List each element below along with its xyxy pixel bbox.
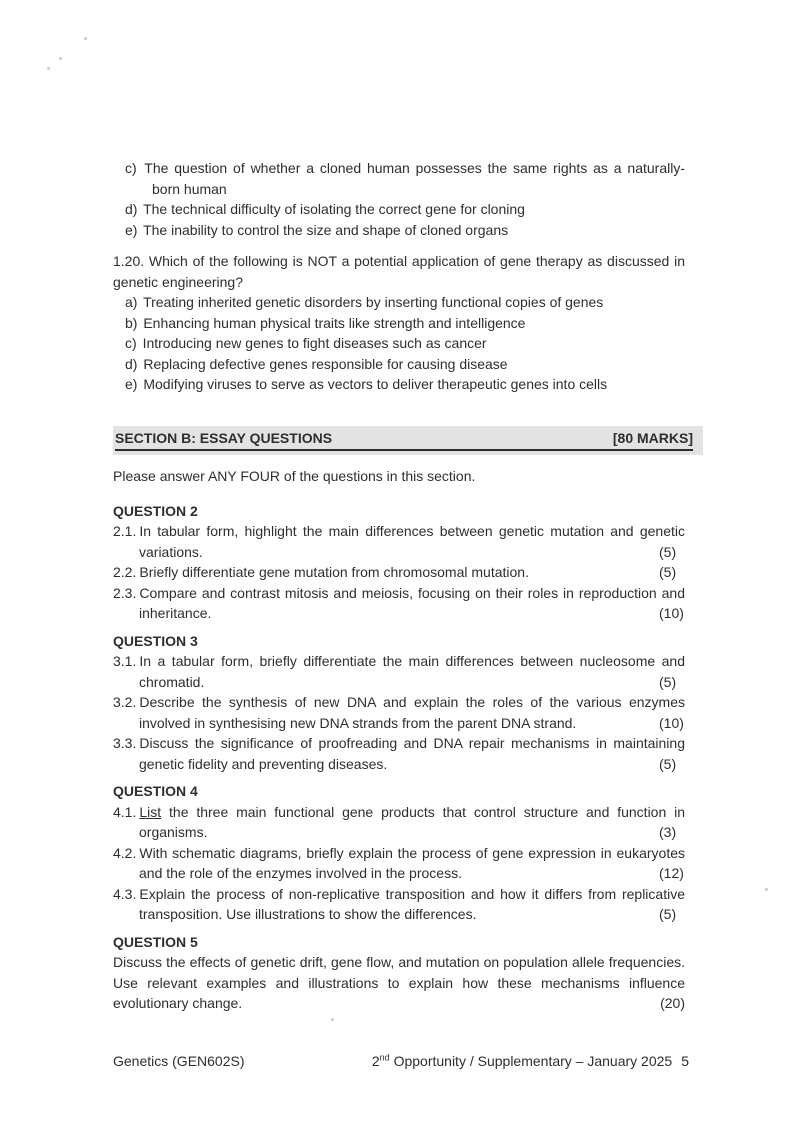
option-e: [113, 374, 685, 395]
option-label: b): [125, 314, 138, 331]
question-item-3-1: 3.1. In a tabular form, briefly differentiate the main differences between nucleosome and chromatid. (5): [113, 653, 685, 690]
option-label: a): [125, 294, 138, 310]
option-label: c): [125, 160, 137, 176]
item-number: 2.1.: [113, 523, 137, 539]
option-label: d): [125, 201, 138, 217]
item-text: Describe the synthesis of new DNA and explain the roles of the various enzymes involved in synthesising new DNA strands from the parent DNA strand.: [139, 694, 685, 731]
option-label: e): [125, 221, 138, 238]
item-number: 4.3.: [113, 885, 137, 902]
section-b-header-inner: [115, 428, 693, 452]
page-footer: [113, 1053, 689, 1069]
option-d: [113, 354, 685, 375]
option-label: e): [125, 376, 138, 392]
item-text: In tabular form, highlight the main differences between genetic mutation and genetic variations.: [139, 523, 685, 560]
question-heading: QUESTION 2: [113, 502, 198, 519]
option-text: Treating inherited genetic disorders by inserting functional copies of genes: [143, 294, 604, 310]
option-b: [113, 313, 685, 334]
page-number: 5: [681, 1053, 689, 1069]
item-text: Explain the process of non-replicative transposition and how it differs from replicative transposition. Use illustrations to show the differences.: [139, 885, 685, 922]
footer-ordinal-suffix: nd: [379, 1052, 390, 1063]
question-1-20: [113, 251, 685, 395]
option-text: Modifying viruses to serve as vectors to deliver therapeutic genes into cells: [143, 376, 608, 392]
question-item-3-3: 3.3. Discuss the significance of proofreading and DNA repair mechanisms in maintaining genetic fidelity and preventing diseases. (5): [113, 735, 685, 772]
footer-course-code: Genetics (GEN602S): [113, 1053, 245, 1069]
previous-question-options: [113, 158, 685, 240]
question-item-4-3: 4.3. Explain the process of non-replicative transposition and how it differs from replicative transposition. Use illustrations to show the differences. (5): [113, 885, 685, 922]
item-number: 2.3.: [113, 584, 137, 601]
question-item-4-2: 4.2. With schematic diagrams, briefly explain the process of gene expression in eukaryotes and the role of the enzymes involved in the process. (12): [113, 844, 685, 881]
question-heading: QUESTION 4: [113, 783, 198, 799]
question-heading: QUESTION 5: [113, 933, 198, 950]
question-item-3-2: 3.2. Describe the synthesis of new DNA and explain the roles of the various enzymes involved in synthesising new DNA strands from the parent DNA strand. (10): [113, 694, 685, 731]
option-e: [113, 220, 685, 241]
item-underlined-word: List: [139, 803, 162, 820]
footer-exam-title: Opportunity / Supplementary – January 2025: [389, 1053, 673, 1069]
option-text: Introducing new genes to fight diseases such as cancer: [142, 335, 487, 351]
footer-exam-info: [372, 1053, 689, 1069]
question-item-2-3: 2.3. Compare and contrast mitosis and meiosis, focusing on their roles in reproduction and inheritance. (10): [113, 584, 685, 621]
section-instruction: Please answer ANY FOUR of the questions in this section.: [113, 468, 476, 484]
question-item-2-2: 2.2. Briefly differentiate gene mutation from chromosomal mutation. (5): [113, 564, 677, 580]
question-2: [113, 501, 685, 624]
section-marks: [80 MARKS]: [612, 429, 693, 446]
item-text: the three main functional gene products that control structure and function in organisms.: [139, 803, 685, 840]
option-text: The question of whether a cloned human possesses the same rights as a naturally-born human: [144, 160, 685, 197]
question-item-4-1: 4.1. List the three main functional gene products that control structure and function in organisms. (3): [113, 803, 685, 840]
option-text: The inability to control the size and shape of cloned organs: [143, 221, 509, 238]
section-title: SECTION B: ESSAY QUESTIONS: [115, 429, 333, 446]
item-number: 4.1.: [113, 803, 137, 820]
question-5: [113, 932, 685, 1014]
item-text: In a tabular form, briefly differentiate the main differences between nucleosome and chromatid.: [139, 653, 685, 690]
question-3: [113, 631, 685, 775]
option-label: d): [125, 355, 138, 372]
item-number: 4.2.: [113, 844, 137, 861]
item-text: Discuss the significance of proofreading and DNA repair mechanisms in maintaining genetic fidelity and preventing diseases.: [139, 735, 685, 772]
scan-speck: [765, 888, 768, 891]
item-number: 3.1.: [113, 653, 137, 669]
option-label: c): [125, 335, 137, 351]
question-item-2-1: 2.1. In tabular form, highlight the main differences between genetic mutation and genetic variations. (5): [113, 523, 685, 560]
scan-speck: [47, 67, 50, 70]
footer-ordinal-number: 2: [371, 1053, 380, 1069]
item-number: 3.2.: [113, 694, 137, 710]
option-d: [113, 199, 685, 220]
option-text: Enhancing human physical traits like strength and intelligence: [143, 314, 526, 331]
item-marks: (20): [660, 995, 685, 1011]
option-text: Replacing defective genes responsible for causing disease: [143, 355, 508, 372]
option-c: [113, 158, 685, 199]
item-text: With schematic diagrams, briefly explain the process of gene expression in eukaryotes and the role of the enzymes involved in the process.: [139, 844, 685, 881]
item-number: 2.2.: [113, 564, 137, 580]
item-text: Compare and contrast mitosis and meiosis, focusing on their roles in reproduction and inheritance.: [139, 584, 685, 621]
page-content: [113, 158, 693, 1014]
scan-speck: [84, 37, 87, 40]
scan-speck: [59, 57, 62, 60]
option-c: [113, 333, 685, 354]
section-b-header-bar: [113, 426, 703, 456]
option-a: [113, 292, 685, 313]
option-text: The technical difficulty of isolating the correct gene for cloning: [143, 201, 525, 217]
scan-speck: [331, 1018, 334, 1021]
question-body: [113, 952, 685, 1014]
item-text: Briefly differentiate gene mutation from chromosomal mutation.: [139, 564, 529, 580]
question-stem: 1.20. Which of the following is NOT a potential application of gene therapy as discussed in genetic engineering?: [113, 253, 685, 290]
question-heading: QUESTION 3: [113, 632, 198, 649]
item-text: Discuss the effects of genetic drift, gene flow, and mutation on population allele frequencies. Use relevant examples and illustrations to explain how these mechanisms influence evolutionary change.: [113, 954, 685, 1011]
question-4: [113, 781, 685, 925]
item-number: 3.3.: [113, 735, 137, 751]
